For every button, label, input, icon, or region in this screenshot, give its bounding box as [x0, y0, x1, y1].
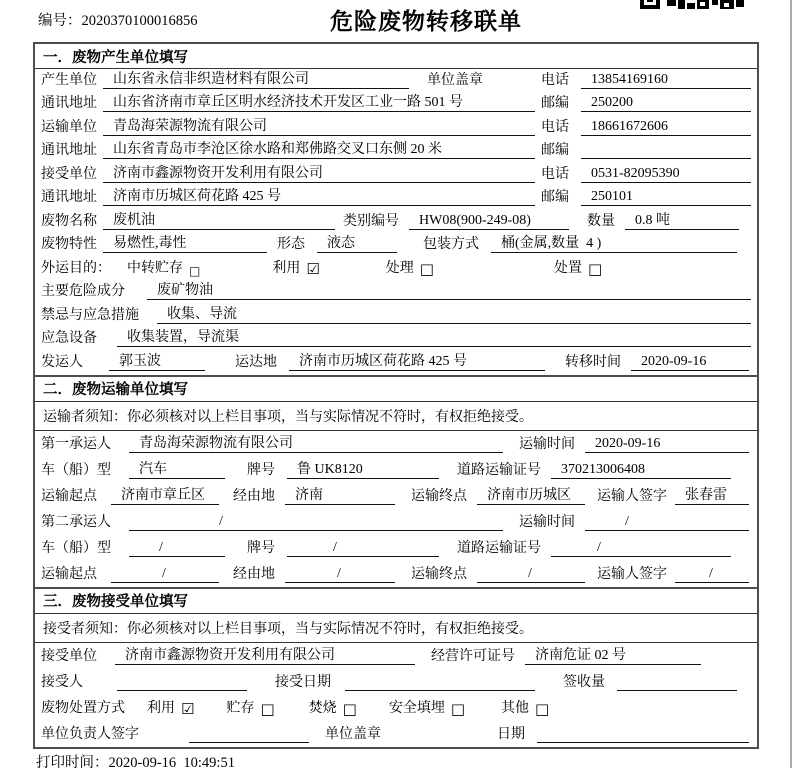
transporter-value: 青岛海荣源物流有限公司: [103, 115, 535, 136]
checkbox-disposal-incinerate: □: [342, 699, 357, 718]
disposal-option-incinerate: 焚烧: [308, 700, 337, 716]
waste-form-label: 形态: [277, 237, 305, 252]
road-permit-2-label: 道路运输证号: [457, 540, 541, 556]
row-route-1: [35, 483, 757, 509]
transporter-label: 运输单位: [41, 119, 97, 135]
recipient-label: 接受人: [41, 674, 83, 690]
row-transporter: [35, 116, 757, 140]
disposal-option-storage: 贮存: [226, 700, 255, 716]
row-emergency-equipment: [35, 328, 757, 352]
first-carrier-label: 第一承运人: [41, 436, 111, 452]
receive-date-label: 接受日期: [275, 674, 331, 690]
checkbox-disposal-storage: □: [260, 699, 275, 718]
row-transporter-address: [35, 140, 757, 164]
receiver-zip-label: 邮编: [541, 190, 569, 205]
receive-date-value: [345, 690, 535, 691]
producer-address-label: 通讯地址: [41, 96, 97, 111]
document-number-label: 编号：: [38, 13, 82, 29]
producer-label: 产生单位: [41, 72, 97, 88]
waste-form-value: 液态: [317, 232, 397, 253]
responsible-signature-value: [189, 742, 309, 743]
emergency-measures-label: 禁忌与应急措施: [41, 307, 139, 323]
row-route-2: [35, 561, 757, 587]
vehicle-type-2-label: 车（船）型: [41, 540, 111, 556]
recipient-value: [117, 690, 247, 691]
transport-time-2-label: 运输时间: [519, 514, 575, 530]
row-receiver: [35, 163, 757, 187]
manifest-form: [33, 42, 759, 749]
receiver-address-value: 济南市历城区荷花路 425 号: [103, 185, 535, 206]
transporter-zip-label: 邮编: [541, 143, 569, 158]
transfer-purpose-label: 外运目的：: [41, 260, 111, 276]
row-hazard-components: [35, 281, 757, 305]
receiver-phone-value: 0531-82095390: [581, 166, 751, 183]
row-waste-name: [35, 210, 757, 234]
checkbox-treat: □: [419, 259, 434, 278]
producer-zip-label: 邮编: [541, 96, 569, 111]
section-receiver: [35, 587, 757, 747]
row-disposal-method: [35, 695, 757, 721]
row-responsible-signature: [35, 721, 757, 747]
emergency-measures-value: 收集、导流: [157, 303, 751, 324]
plate-value: 鲁 UK8120: [287, 458, 439, 479]
disposal-option-landfill: 安全填埋: [388, 700, 445, 716]
receiver-address-label: 通讯地址: [41, 190, 97, 205]
row-producer: [35, 69, 757, 93]
producer-value: 山东省永信非织造材料有限公司: [103, 68, 409, 89]
destination-value: 济南市历城区荷花路 425 号: [289, 350, 545, 371]
row-receiver-address: [35, 187, 757, 211]
section-producer-header: 一．废物产生单位填写: [35, 44, 757, 69]
print-time-label: 打印时间：: [36, 755, 109, 768]
disposal-option-other: 其他: [501, 700, 530, 716]
route-end-2-label: 运输终点: [411, 566, 467, 582]
hazard-components-label: 主要危险成分: [41, 284, 125, 299]
sign-date-label: 日期: [497, 726, 525, 742]
page-title: 危险废物转移联单: [330, 8, 522, 34]
waste-name-label: 废物名称: [41, 213, 97, 229]
row-shipper: [35, 351, 757, 375]
checkbox-disposal-utilize-checked: ☑: [181, 699, 195, 718]
emergency-equipment-label: 应急设备: [41, 331, 97, 346]
route-end-value: 济南市历城区: [477, 484, 585, 505]
row-recipient: [35, 669, 757, 695]
transporter-phone-label: 电话: [541, 119, 569, 135]
print-time: [36, 751, 235, 768]
unit-seal-2-label: 单位盖章: [325, 726, 381, 742]
purpose-option-dispose: 处置: [553, 260, 582, 276]
page-edge-line: [790, 0, 792, 768]
transport-time-label: 运输时间: [519, 436, 575, 452]
qr-code-fragment-icon: [640, 0, 744, 10]
receiving-unit-value: 济南市鑫源物资开发利用有限公司: [115, 644, 415, 665]
carrier-signature-label: 运输人签字: [597, 488, 667, 504]
receiver-label: 接受单位: [41, 166, 97, 182]
route-start-2-label: 运输起点: [41, 566, 97, 582]
receiving-unit-label: 接受单位: [41, 648, 97, 664]
first-carrier-value: 青岛海荣源物流有限公司: [129, 432, 503, 453]
transporter-phone-value: 18661672606: [581, 119, 751, 136]
second-carrier-value: /: [129, 514, 503, 531]
route-end-label: 运输终点: [411, 488, 467, 504]
row-second-carrier: [35, 509, 757, 535]
transfer-time-label: 转移时间: [565, 354, 621, 370]
carrier-signature-value: 张春雷: [675, 484, 749, 505]
producer-zip-value: 250200: [581, 95, 751, 112]
producer-phone-value: 13854169160: [581, 72, 751, 89]
route-via-2-value: /: [285, 566, 395, 583]
route-end-2-value: /: [477, 566, 585, 583]
print-time-value: 2020-09-16 10:49:51: [108, 755, 235, 768]
purpose-option-utilize: 利用: [272, 260, 301, 276]
second-carrier-label: 第二承运人: [41, 514, 111, 530]
row-vehicle-1: [35, 457, 757, 483]
waste-qty-value: 0.8 吨: [625, 209, 739, 230]
row-waste-properties: [35, 234, 757, 258]
waste-qty-label: 数量: [587, 213, 615, 229]
checkbox-disposal-landfill: □: [450, 699, 466, 718]
transporter-zip-value: [581, 158, 751, 159]
waste-properties-label: 废物特性: [41, 237, 97, 252]
vehicle-type-label: 车（船）型: [41, 462, 111, 478]
receiver-zip-value: 250101: [581, 189, 751, 206]
section-receiver-header: 三．废物接受单位填写: [35, 589, 757, 614]
row-emergency-measures: [35, 304, 757, 328]
row-vehicle-2: [35, 535, 757, 561]
checkbox-dispose: □: [587, 259, 603, 278]
row-receiving-unit: [35, 643, 757, 669]
transport-time-value: 2020-09-16: [585, 436, 749, 453]
waste-properties-value: 易燃性,毒性: [103, 232, 267, 253]
vehicle-type-value: 汽车: [129, 458, 225, 479]
transporter-address-label: 通讯地址: [41, 143, 97, 158]
section-transporter-header: 二．废物运输单位填写: [35, 377, 757, 402]
carrier-signature-2-value: /: [675, 566, 749, 583]
document-number: [38, 9, 198, 30]
section-transporter: [35, 375, 757, 587]
sign-date-value: [537, 742, 749, 743]
row-transfer-purpose: [35, 257, 757, 281]
hazard-components-value: 废矿物油: [147, 279, 751, 300]
unit-seal-label: 单位盖章: [427, 72, 483, 88]
transport-time-2-value: /: [585, 514, 749, 531]
waste-name-value: 废机油: [103, 209, 335, 230]
producer-address-value: 山东省济南市章丘区明水经济技术开发区工业一路 501 号: [103, 91, 535, 112]
received-qty-label: 签收量: [563, 674, 605, 690]
plate-2-label: 牌号: [247, 540, 275, 556]
receiver-notice: 接受者须知：你必须核对以上栏目事项，当与实际情况不符时，有权拒绝接受。: [35, 614, 757, 643]
plate-2-value: /: [287, 540, 439, 557]
road-permit-label: 道路运输证号: [457, 462, 541, 478]
emergency-equipment-value: 收集装置，导流渠: [117, 326, 751, 347]
row-producer-address: [35, 93, 757, 117]
transporter-address-value: 山东省青岛市李沧区徐水路和郑佛路交叉口东侧 20 米: [103, 138, 535, 159]
responsible-signature-label: 单位负责人签字: [41, 726, 139, 742]
route-via-value: 济南: [285, 484, 395, 505]
business-permit-label: 经营许可证号: [431, 648, 515, 664]
destination-label: 运达地: [235, 354, 277, 370]
producer-phone-label: 电话: [541, 72, 569, 88]
route-start-value: 济南市章丘区: [111, 484, 219, 505]
business-permit-value: 济南危证 02 号: [525, 644, 701, 665]
receiver-phone-label: 电话: [541, 166, 569, 182]
purpose-option-treat: 处理: [385, 260, 414, 276]
shipper-label: 发运人: [41, 354, 83, 370]
vehicle-type-2-value: /: [129, 540, 225, 557]
disposal-option-utilize: 利用: [147, 700, 175, 716]
waste-code-label: 类别编号: [343, 213, 399, 229]
checkbox-storage: □: [189, 263, 201, 278]
plate-label: 牌号: [247, 462, 275, 478]
waste-code-value: HW08(900-249-08): [409, 213, 569, 230]
transporter-notice: 运输者须知：你必须核对以上栏目事项，当与实际情况不符时，有权拒绝接受。: [35, 402, 757, 431]
checkbox-utilize-checked: ☑: [306, 259, 320, 278]
checkbox-disposal-other: □: [535, 699, 550, 718]
receiver-value: 济南市鑫源物资开发利用有限公司: [103, 162, 535, 183]
carrier-signature-2-label: 运输人签字: [597, 566, 667, 582]
road-permit-2-value: /: [551, 540, 731, 557]
route-via-2-label: 经由地: [233, 566, 275, 582]
row-first-carrier: [35, 431, 757, 457]
document-number-value: 2020370100016856: [81, 13, 198, 29]
shipper-value: 郭玉波: [109, 350, 205, 371]
road-permit-value: 370213006408: [551, 462, 731, 479]
section-producer: [35, 44, 757, 375]
packing-value: 桶(金属,数量 4 ): [491, 232, 737, 253]
packing-label: 包装方式: [423, 237, 479, 252]
route-via-label: 经由地: [233, 488, 275, 504]
disposal-method-label: 废物处置方式: [41, 700, 125, 716]
received-qty-value: [617, 690, 737, 691]
purpose-option-storage: 中转贮存: [127, 260, 183, 276]
route-start-2-value: /: [111, 566, 219, 583]
route-start-label: 运输起点: [41, 488, 97, 504]
transfer-time-value: 2020-09-16: [631, 354, 749, 371]
